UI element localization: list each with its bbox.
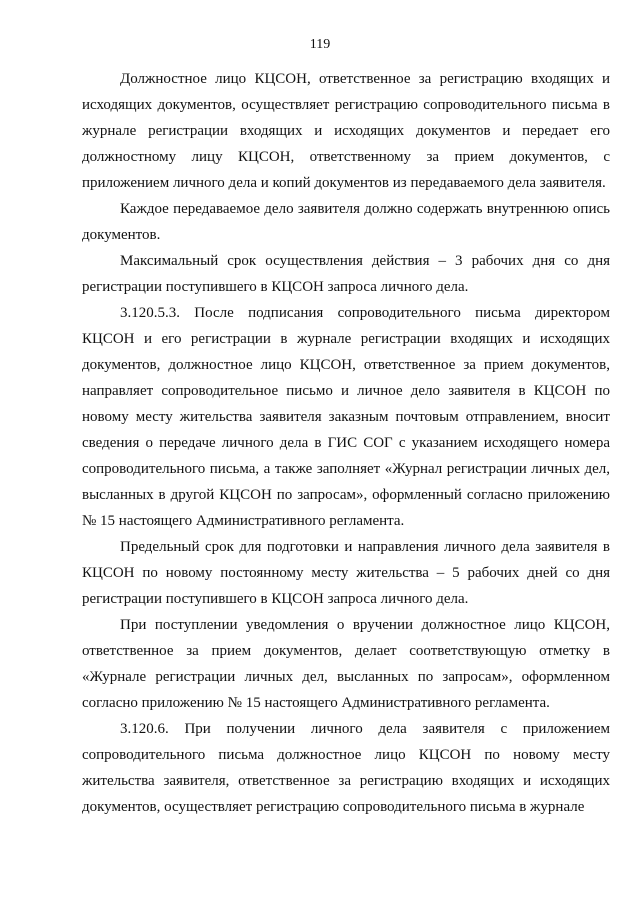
paragraph: При поступлении уведомления о вручении должностное лицо КЦСОН, ответственное за прием документов, делает соответствующую отметку в «Журнале регистрации личных дел, высланных по запросам», оформленном согласно приложению № 15 настоящего Административного регламента. [82, 617, 610, 711]
document-body [82, 66, 610, 820]
page-number: 119 [309, 37, 331, 52]
paragraph: 3.120.6. При получении личного дела заявителя с приложением сопроводительного письма должностное лицо КЦСОН по новому месту жительства заявителя, ответственное за регистрацию входящих и исходящих документов, осуществляет регистрацию сопроводительного письма в журнале [82, 721, 610, 815]
paragraph: Максимальный срок осуществления действия – 3 рабочих дня со дня регистрации поступившего в КЦСОН запроса личного дела. [82, 253, 610, 295]
paragraph: Предельный срок для подготовки и направления личного дела заявителя в КЦСОН по новому постоянному месту жительства – 5 рабочих дней со дня регистрации поступившего в КЦСОН запроса личного дела. [82, 539, 610, 607]
paragraph: 3.120.5.3. После подписания сопроводительного письма директором КЦСОН и его регистрации в журнале регистрации входящих и исходящих документов, должностное лицо КЦСОН, ответственное за прием документов, направляет сопроводительное письмо и личное дело заявителя в КЦСОН по новому месту жительства заявителя заказным почтовым отправлением, вносит сведения о передаче личного дела в ГИС СОГ с указанием исходящего номера сопроводительного письма, а также заполняет «Журнал регистрации личных дел, высланных в другой КЦСОН по запросам», оформленный согласно приложению № 15 настоящего Административного регламента. [82, 305, 610, 529]
paragraph: Каждое передаваемое дело заявителя должно содержать внутреннюю опись документов. [82, 201, 610, 243]
paragraph: Должностное лицо КЦСОН, ответственное за регистрацию входящих и исходящих документов, осуществляет регистрацию сопроводительного письма в журнале регистрации входящих и исходящих документов и передает его должностному лицу КЦСОН, ответственному за прием документов, с приложением личного дела и копий документов из передаваемого дела заявителя. [82, 71, 610, 191]
